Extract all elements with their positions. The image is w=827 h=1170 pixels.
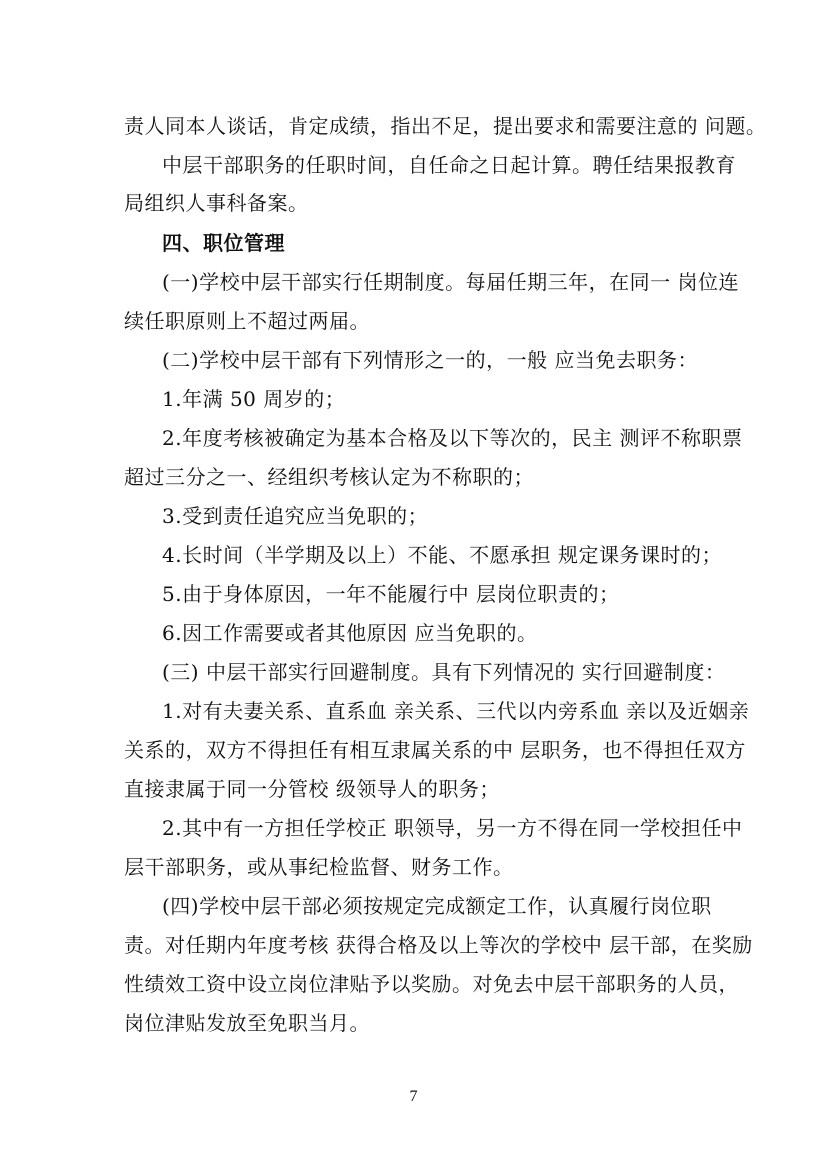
list-item: 6.因工作需要或者其他原因 应当免职的。 [162,621,538,645]
text-line: (二)学校中层干部有下列情形之一的，一般 应当免去职务： [162,348,698,372]
text-line: 岗位津贴发放至免职当月。 [124,1011,370,1035]
text-line: (一)学校中层干部实行任期制度。每届任期三年，在同一 岗位连 [162,270,739,294]
text-line: 责。对任期内年度考核 获得合格及以上等次的学校中 层干部，在奖励 [124,933,753,957]
list-item: 5.由于身体原因，一年不能履行中 层岗位职责的； [162,582,620,606]
text-line: 性绩效工资中设立岗位津贴予以奖励。对免去中层干部职务的人员， [124,972,739,996]
list-item: 4.长时间（半学期及以上）不能、不愿承担 规定课务课时的； [162,543,722,567]
text-line: 层干部职务，或从事纪检监督、财务工作。 [124,855,514,879]
text-line: 续任职原则上不超过两届。 [124,309,370,333]
text-line: (四)学校中层干部必须按规定完成额定工作，认真履行岗位职 [162,894,712,918]
text-line: 中层干部职务的任职时间，自任命之日起计算。聘任结果报教育 [162,153,736,177]
text-line: (三) 中层干部实行回避制度。具有下列情况的 实行回避制度： [162,660,726,684]
page-number: 7 [409,1088,418,1105]
text-line: 超过三分之一、经组织考核认定为不称职的； [124,465,534,489]
section-heading: 四、职位管理 [162,231,285,255]
list-item: 2.其中有一方担任学校正 职领导，另一方不得在同一学校担任中 [162,816,743,840]
text-line: 责人同本人谈话，肯定成绩，指出不足，提出要求和需要注意的 问题。 [124,114,767,138]
list-item: 1.对有夫妻关系、直系血 亲关系、三代以内旁系血 亲以及近姻亲 [162,699,750,723]
list-item: 3.受到责任追究应当免职的； [162,504,429,528]
text-line: 直接隶属于同一分管校 级领导人的职务； [124,777,500,801]
list-item: 2.年度考核被确定为基本合格及以下等次的，民主 测评不称职票 [162,426,743,450]
list-item: 1.年满 50 周岁的； [162,387,346,411]
text-line: 局组织人事科备案。 [124,191,309,215]
text-line: 关系的，双方不得担任有相互隶属关系的中 层职务，也不得担任双方 [124,738,746,762]
